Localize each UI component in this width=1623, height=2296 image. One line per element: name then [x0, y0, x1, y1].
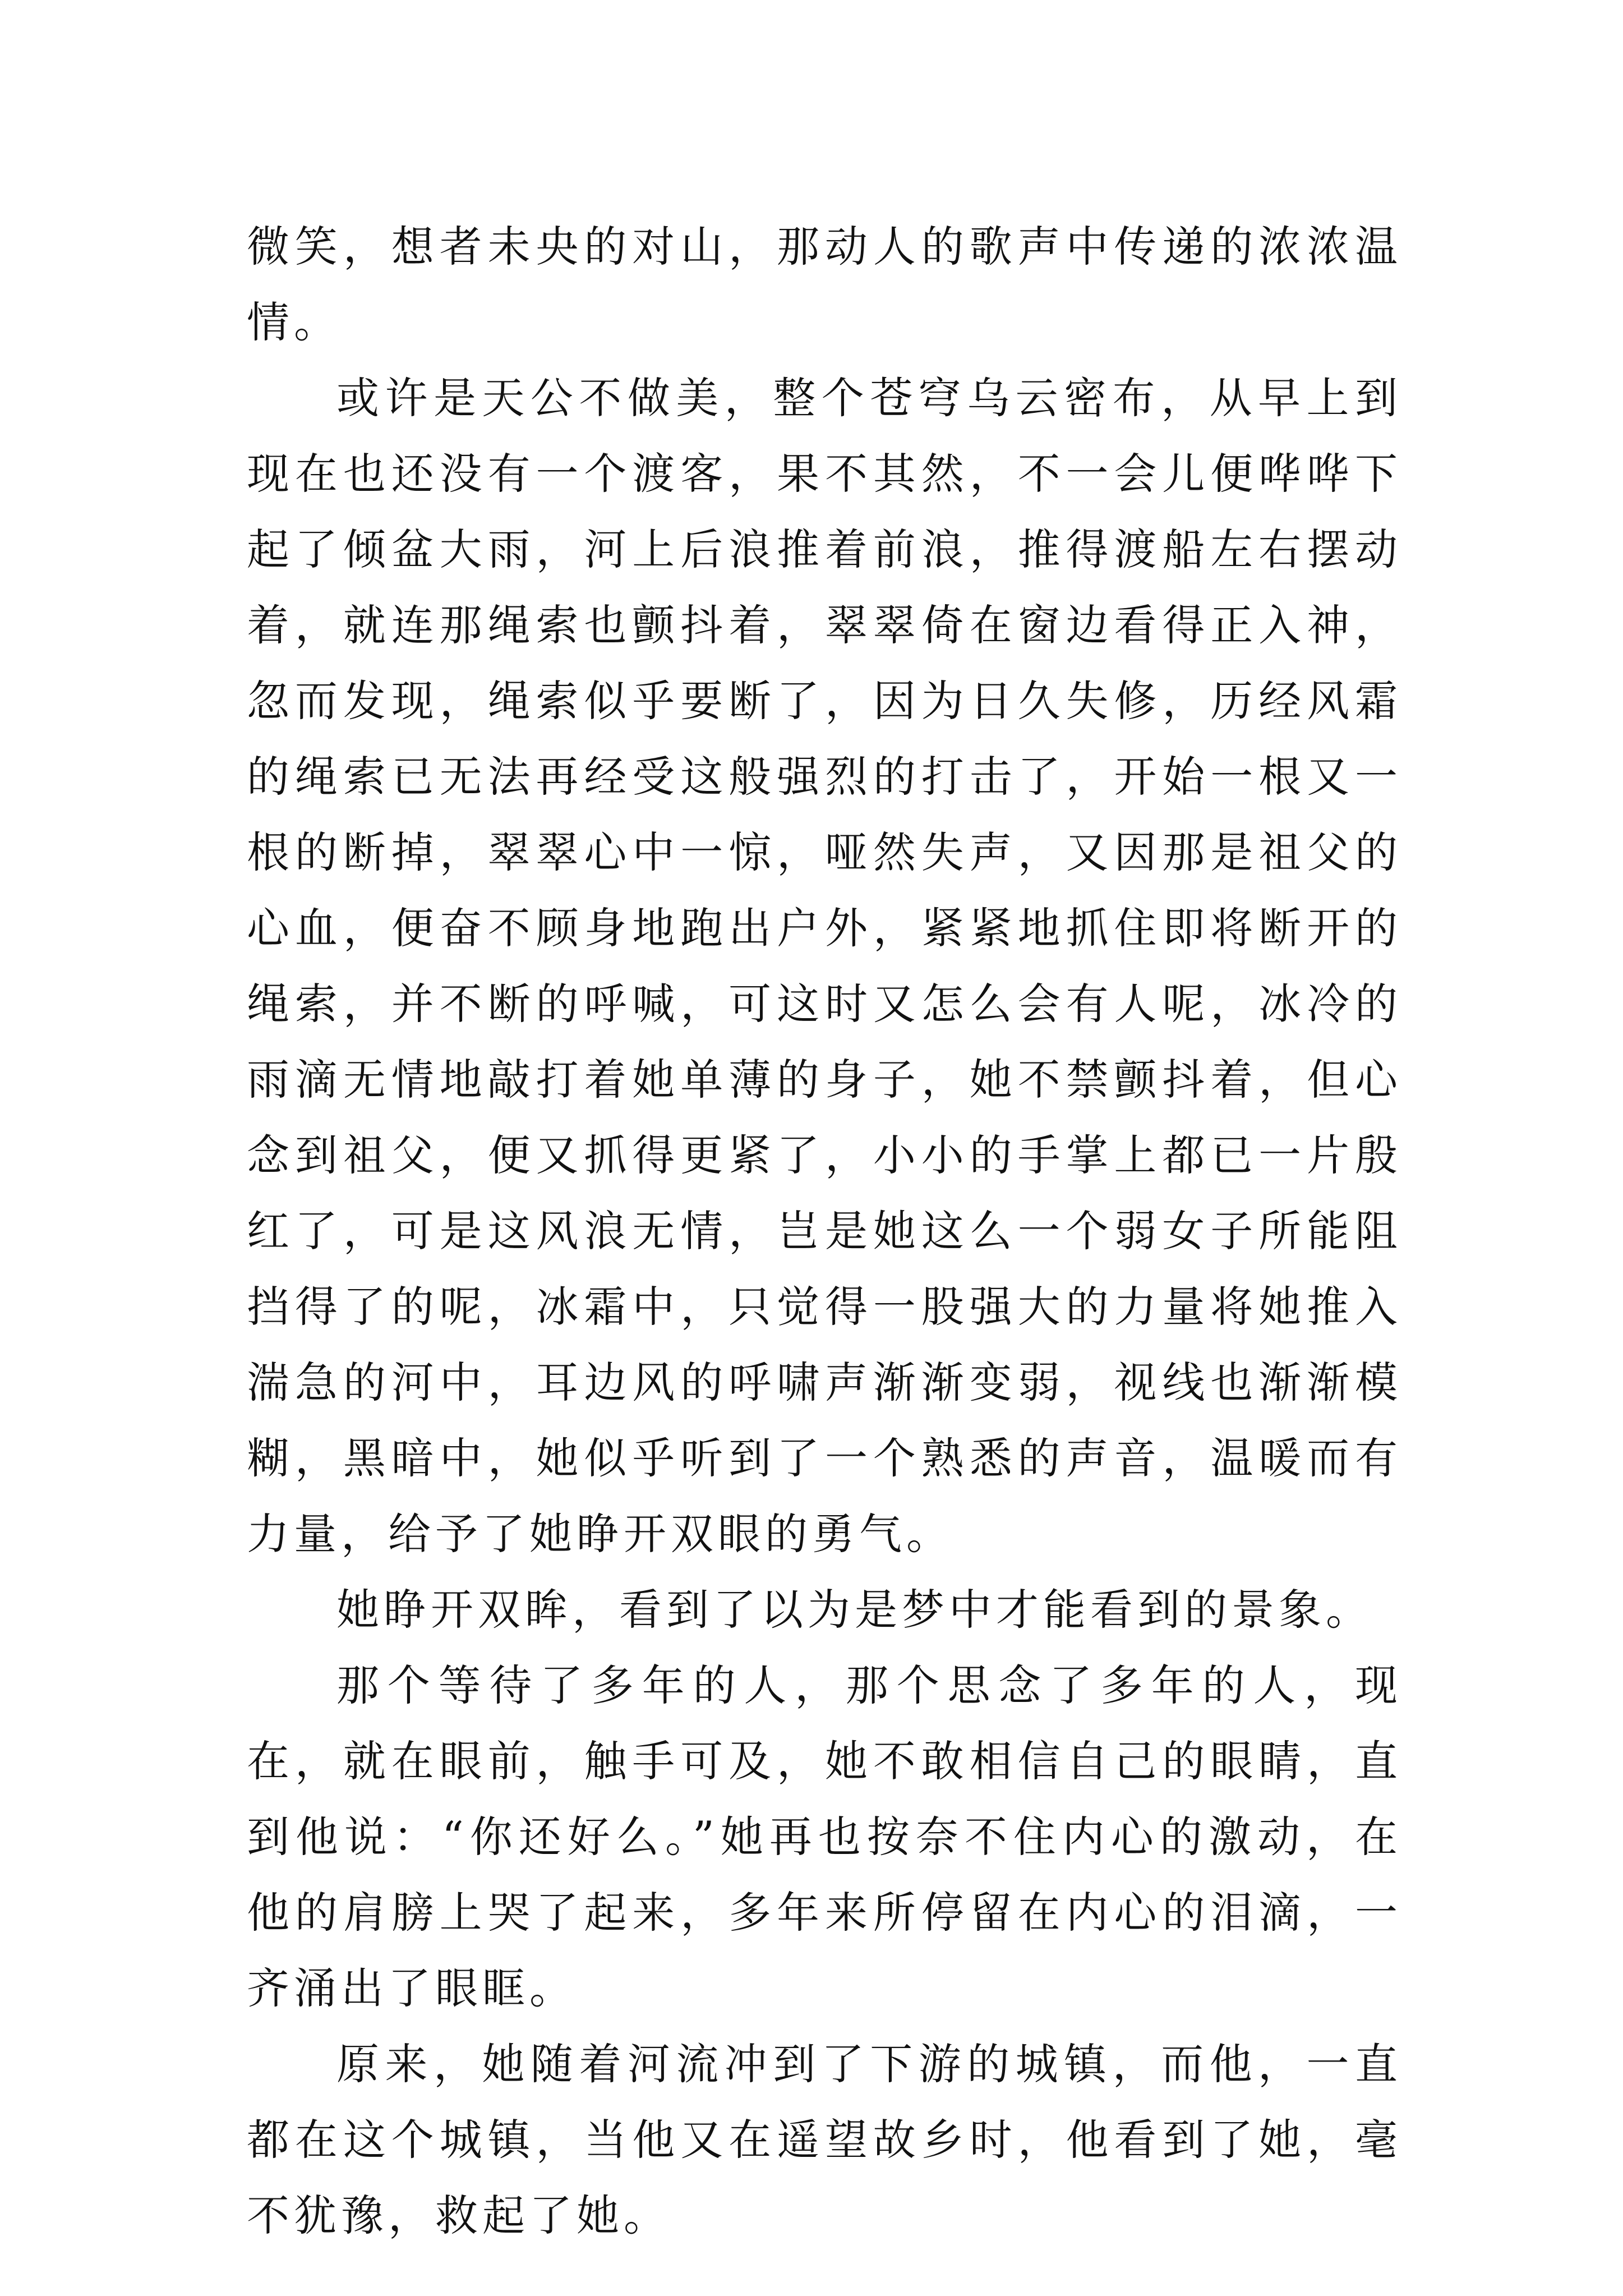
paragraph: 或许是天公不做美，整个苍穹乌云密布，从早上到现在也还没有一个渡客，果不其然，不一会儿便哗哗下起了倾盆大雨，河上后浪推着前浪，推得渡船左右摆动着，就连那绳索也颤抖着，翠翠倚在窗边看得正入神，忽而发现，绳索似乎要断了，因为日久失修，历经风霜的绳索已无法再经受这般强烈的打击了，开始一根又一根的断掉，翠翠心中一惊，哑然失声，又因那是祖父的心血，便奋不顾身地跑出户外，紧紧地抓住即将断开的绳索，并不断的呼喊，可这时又怎么会有人呢，冰冷的雨滴无情地敲打着她单薄的身子，她不禁颤抖着，但心念到祖父，便又抓得更紧了，小小的手掌上都已一片殷红了，可是这风浪无情，岂是她这么一个弱女子所能阻挡得了的呢，冰霜中，只觉得一股强大的力量将她推入湍急的河中，耳边风的呼啸声渐渐变弱，视线也渐渐模糊，黑暗中，她似乎听到了一个熟悉的声音，温暖而有力量，给予了她睁开双眼的勇气。 — [247, 373, 1402, 1559]
paragraph: 那个等待了多年的人，那个思念了多年的人，现在，就在眼前，触手可及，她不敢相信自己的眼睛，直到他说：“你还好么。”她再也按奈不住内心的激动，在他的肩膀上哭了起来，多年来所停留在内心的泪滴，一齐涌出了眼眶。 — [247, 1660, 1402, 2013]
paragraph: 原来，她随着河流冲到了下游的城镇，而他，一直都在这个城镇，当他又在遥望故乡时，他看到了她，毫不犹豫，救起了她。 — [247, 2039, 1402, 2240]
paragraph: 她睁开双眸，看到了以为是梦中才能看到的景象。 — [336, 1585, 1373, 1635]
body-text — [247, 209, 1402, 2253]
paragraph: 微笑，想者未央的对山，那动人的歌声中传递的浓浓温情。 — [247, 222, 1402, 347]
